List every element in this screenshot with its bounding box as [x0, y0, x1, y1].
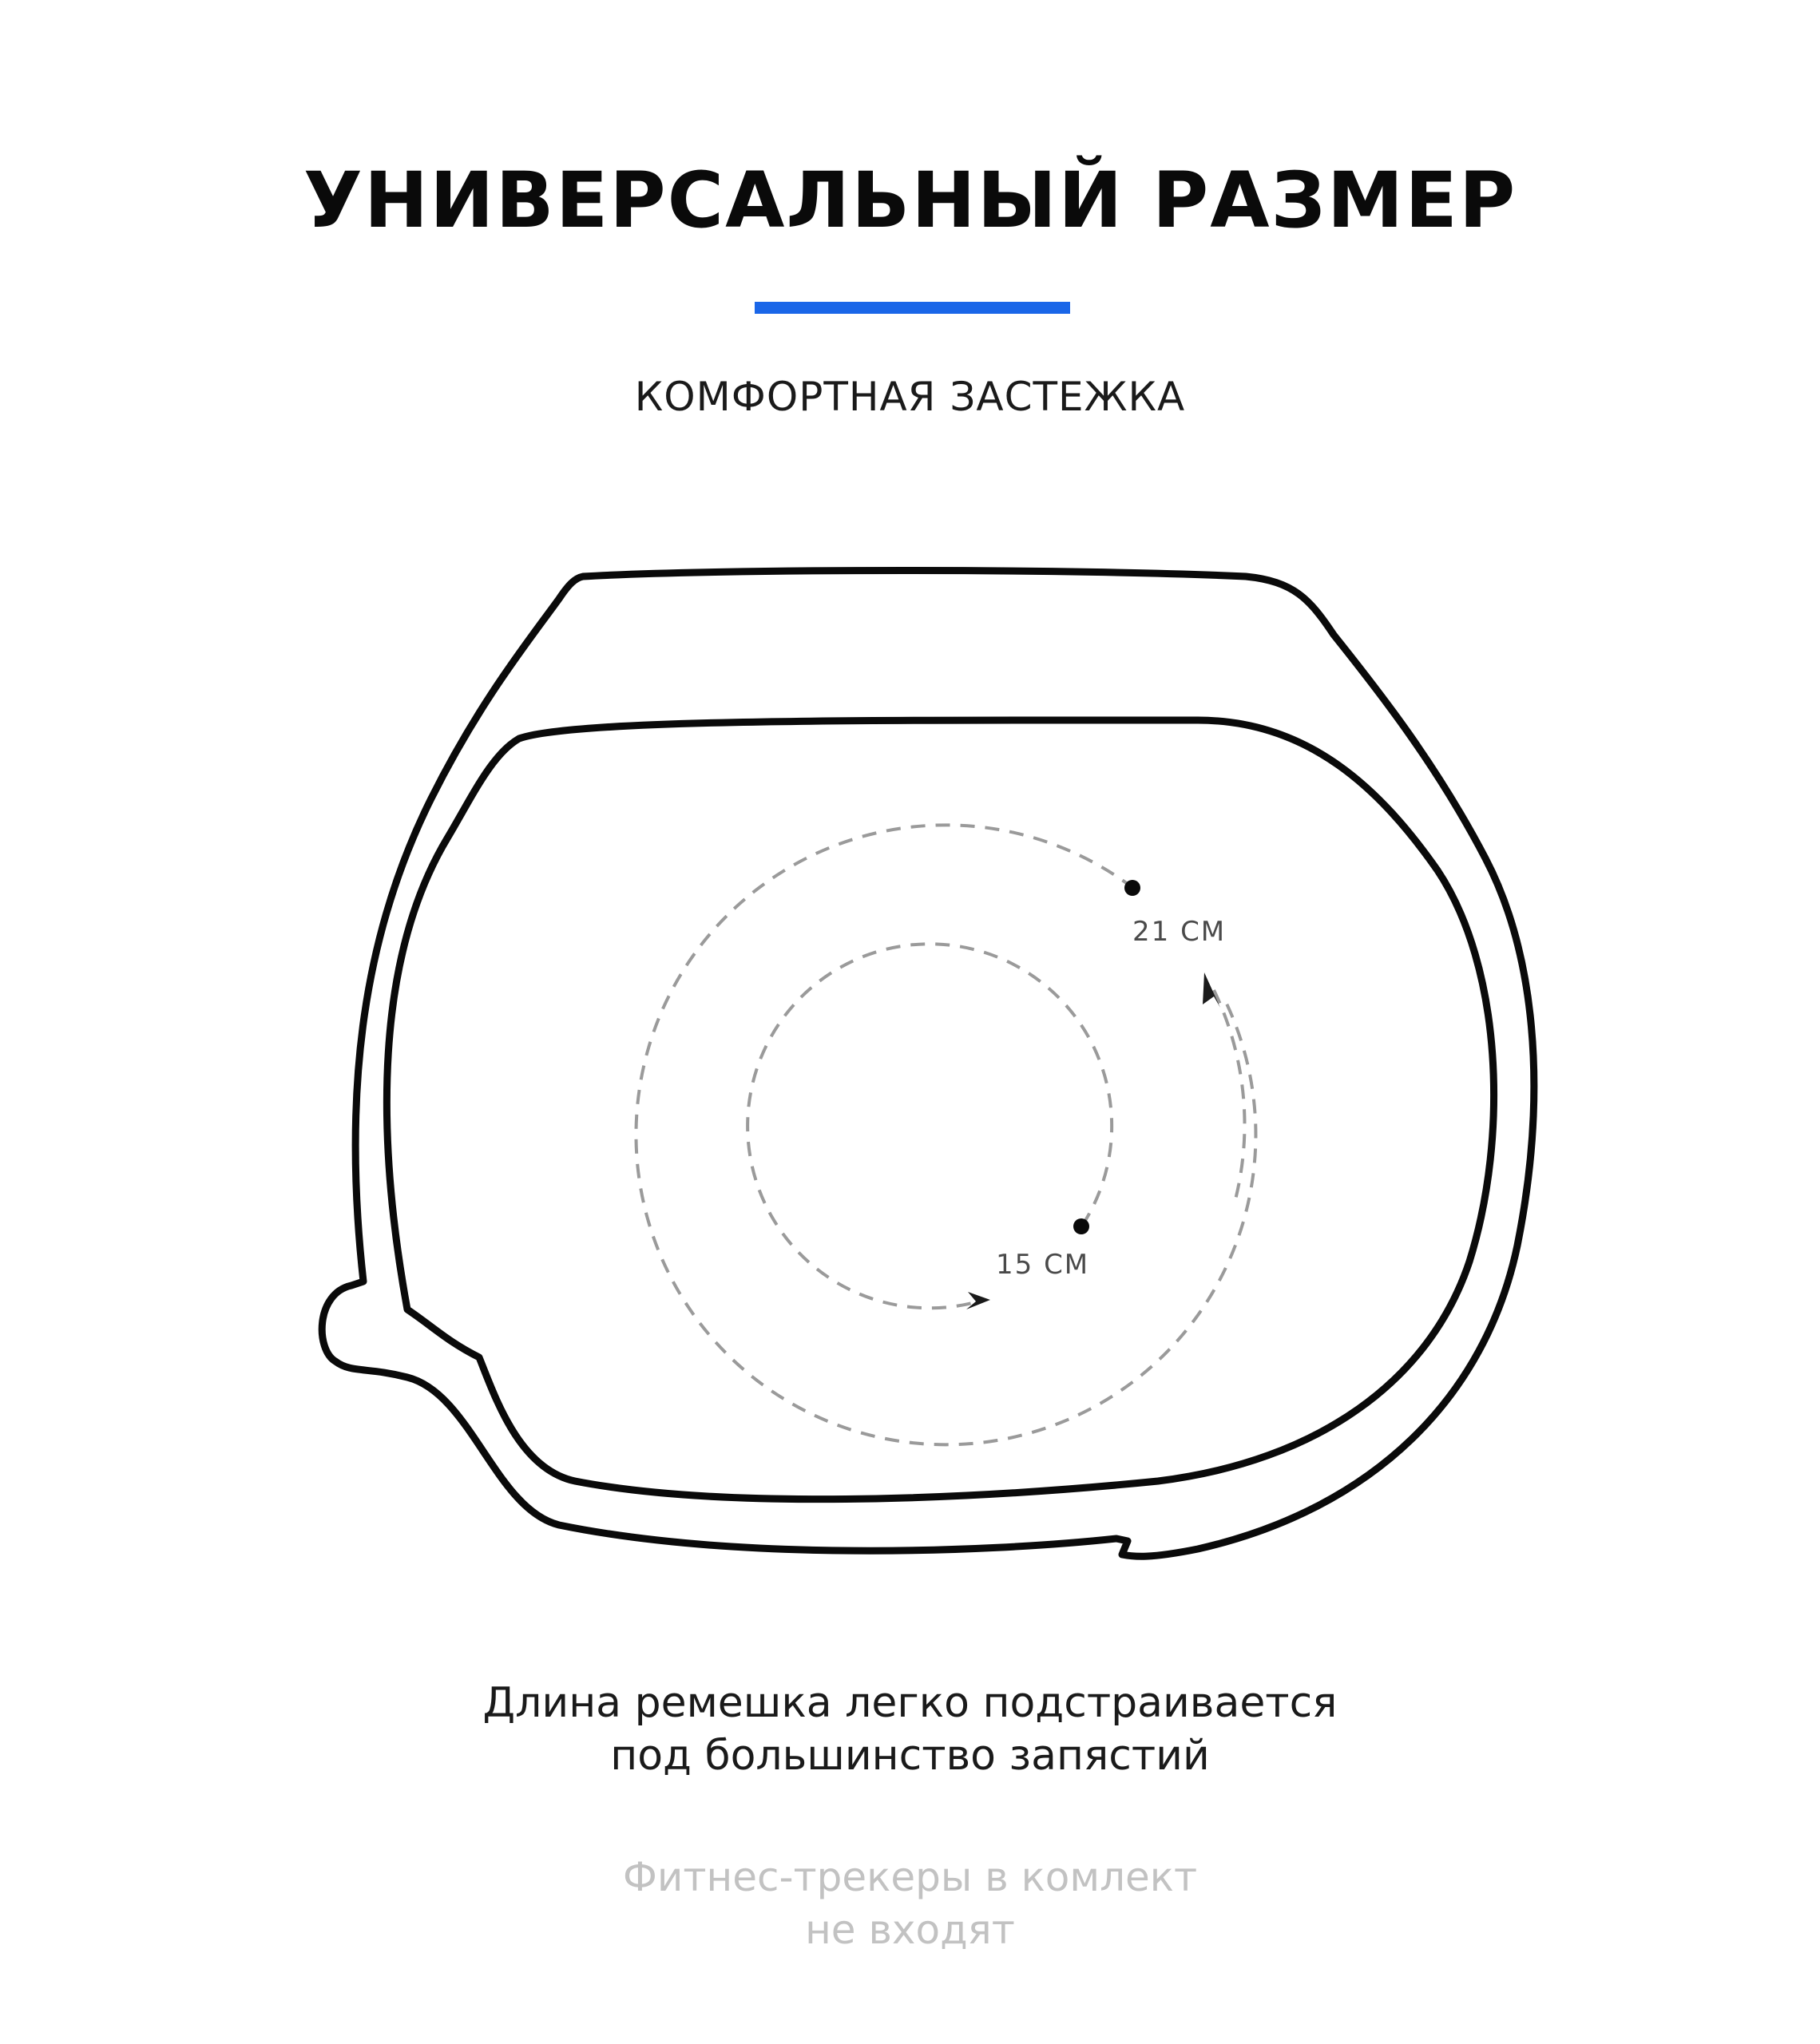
description-line-2: под большинство запястий: [610, 1732, 1210, 1780]
description-text: [0, 1677, 1820, 1782]
page-title: УНИВЕРСАЛЬНЫЙ РАЗМЕР: [303, 156, 1517, 245]
inner-arrow-icon: [966, 1292, 990, 1309]
outer-arrow-icon: [1203, 972, 1220, 1008]
outer-arc-end: [1214, 990, 1245, 1206]
inner-marker-dot: [1073, 1218, 1089, 1234]
description-line-1: Длина ремешка легко подстраивается: [482, 1679, 1338, 1727]
strap-inner-outline: [387, 720, 1493, 1499]
note-line-2: не входят: [805, 1907, 1015, 1953]
page-subtitle: КОМФОРТНАЯ ЗАСТЕЖКА: [634, 374, 1186, 420]
inner-size-label: 15 СМ: [996, 1249, 1090, 1281]
outer-size-label: 21 СМ: [1132, 916, 1227, 948]
outer-marker-dot: [1124, 880, 1140, 896]
note-line-1: Фитнес-трекеры в комлект: [622, 1854, 1198, 1900]
disclaimer-note: [0, 1851, 1820, 1956]
